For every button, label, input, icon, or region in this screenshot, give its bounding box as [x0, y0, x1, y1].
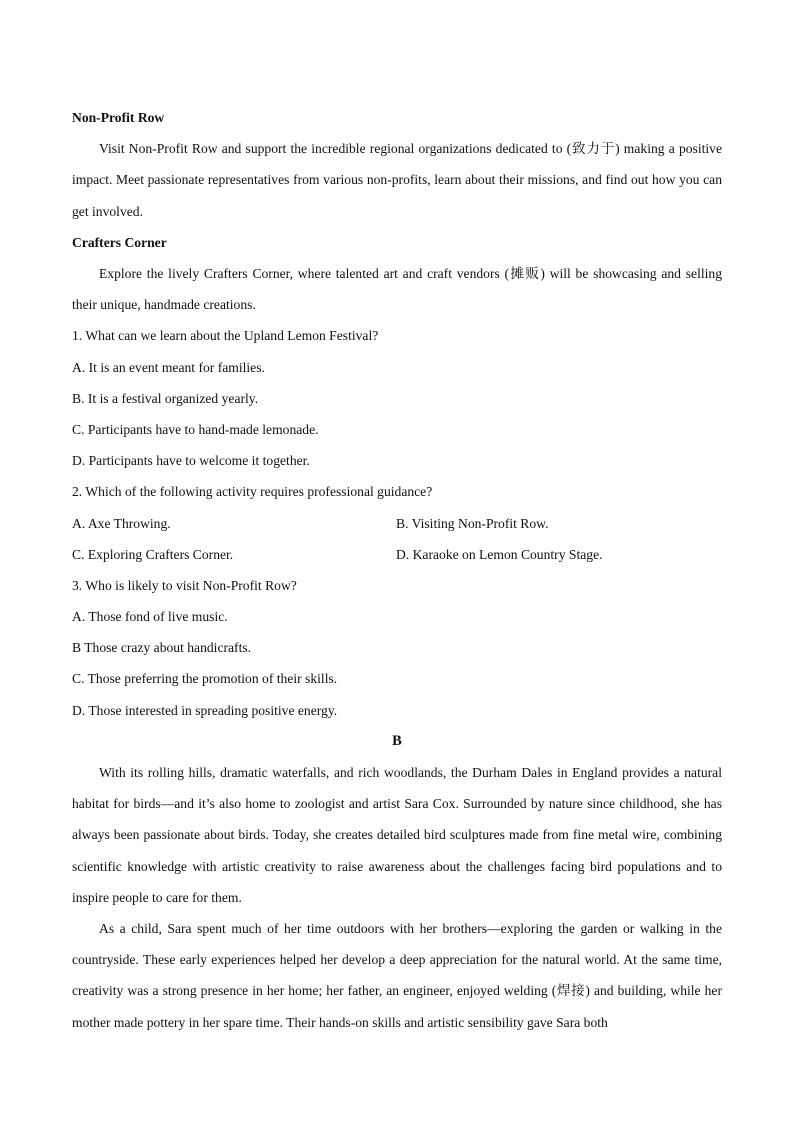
passage-b-title: B: [392, 732, 402, 749]
question-3-stem: 3. Who is likely to visit Non-Profit Row?: [72, 577, 297, 593]
question-2-options-row-2: [72, 539, 722, 570]
question-3-option-c: C. Those preferring the promotion of their skills.: [72, 671, 338, 687]
question-1-option-b: B. It is a festival organized yearly.: [72, 390, 259, 406]
question-1-option-a: A. It is an event meant for families.: [72, 359, 265, 375]
question-3-option-d: D. Those interested in spreading positive energy.: [72, 702, 338, 718]
question-3-option-a: A. Those fond of live music.: [72, 609, 228, 625]
paragraph-crafters-corner: Explore the lively Crafters Corner, where talented art and craft vendors (摊贩) will be showcasing and selling their unique, handmade creations.: [72, 265, 722, 313]
heading-non-profit-row: Non-Profit Row: [72, 110, 165, 125]
question-2-option-b: B. Visiting Non-Profit Row.: [396, 515, 549, 531]
paragraph-non-profit-row: Visit Non-Profit Row and support the incredible regional organizations dedicated to (致力于) making a positive impact. Meet passionate representatives from various non-profits, learn about their missions, and find out how you can get involved.: [72, 141, 722, 219]
question-3-option-b: B Those crazy about handicrafts.: [72, 640, 252, 656]
question-2-options-row-1: [72, 508, 722, 539]
question-1-option-d: D. Participants have to welcome it together.: [72, 453, 310, 469]
question-2-option-a: A. Axe Throwing.: [72, 515, 171, 531]
question-2-option-d: D. Karaoke on Lemon Country Stage.: [396, 546, 603, 562]
passage-b-paragraph-2: As a child, Sara spent much of her time outdoors with her brothers—exploring the garden or walking in the countryside. These early experiences helped her develop a deep appreciation for the natural world. At the same time, creativity was a strong presence in her home; her father, an engineer, enjoyed welding (焊接) and building, while her mother made pottery in her spare time. Their hands-on skills and artistic sensibility gave Sara both: [72, 921, 722, 1030]
document-page: [72, 102, 722, 1038]
heading-crafters-corner: Crafters Corner: [72, 234, 167, 250]
question-2-stem: 2. Which of the following activity requires professional guidance?: [72, 484, 433, 500]
question-1-option-c: C. Participants have to hand-made lemonade.: [72, 421, 319, 437]
question-2-option-c: C. Exploring Crafters Corner.: [72, 546, 234, 562]
passage-b-paragraph-1: With its rolling hills, dramatic waterfalls, and rich woodlands, the Durham Dales in England provides a natural habitat for birds—and it’s also home to zoologist and artist Sara Cox. Surrounded by nature since childhood, she has always been passionate about birds. Today, she creates detailed bird sculptures made from fine metal wire, combining scientific knowledge with artistic creativity to raise awareness about the challenges facing bird populations and to inspire people to care for them.: [72, 765, 722, 905]
question-1-stem: 1. What can we learn about the Upland Lemon Festival?: [72, 328, 379, 344]
